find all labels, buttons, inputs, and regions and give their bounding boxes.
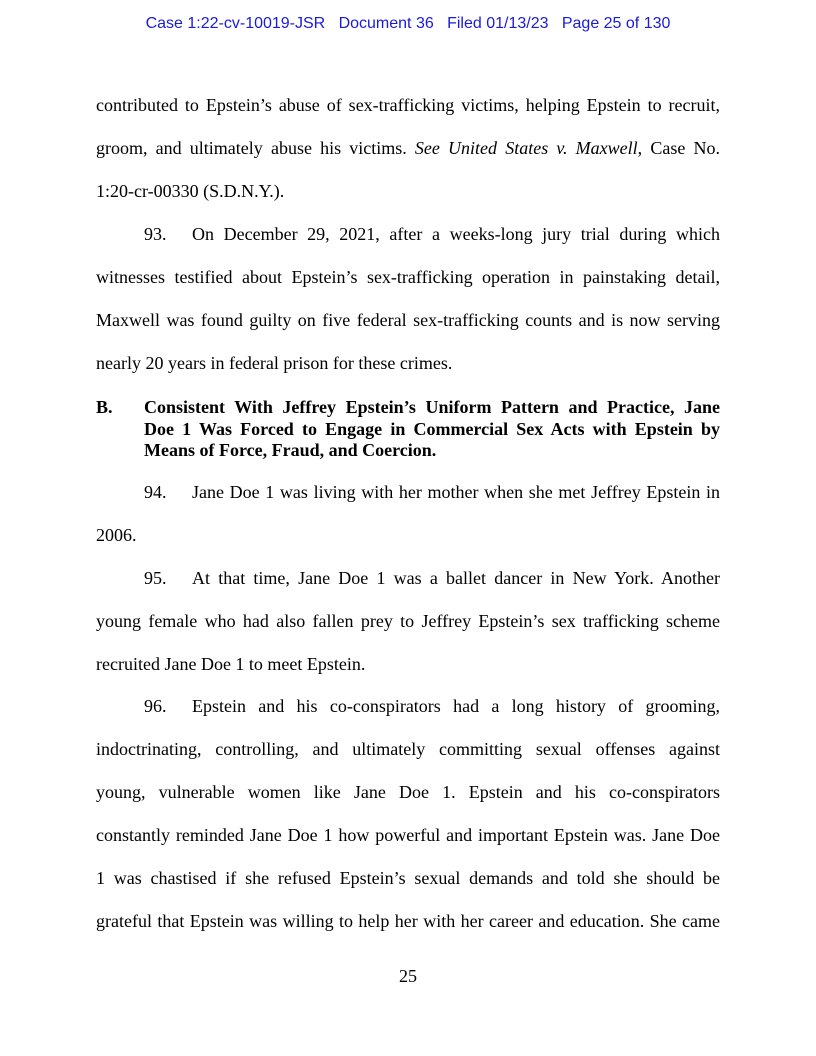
text-line: witnesses testified about Epstein’s sex-trafficking operation in painstaking detail, [96, 267, 720, 287]
text-line: 2006. [96, 525, 137, 545]
paragraph-intro [96, 84, 720, 213]
text-line: 96. Epstein and his co-conspirators had a long history of grooming, [96, 685, 720, 728]
text-line: indoctrinating, controlling, and ultimately committing sexual offenses against [96, 739, 720, 759]
paragraph-number: 96. [144, 696, 167, 716]
text-line: 1:20-cr-00330 (S.D.N.Y.). [96, 181, 285, 201]
filed-date: Filed 01/13/23 [447, 15, 549, 32]
text-line: nearly 20 years in federal prison for these crimes. [96, 353, 453, 373]
paragraph-number: 93. [144, 224, 167, 244]
heading-line: Doe 1 Was Forced to Engage in Commercial Sex Acts with Epstein by [144, 418, 720, 439]
section-heading-b [96, 397, 720, 462]
text-line: young, vulnerable women like Jane Doe 1. Epstein and his co-conspirators [96, 782, 720, 802]
page-count: Page 25 of 130 [561, 15, 671, 32]
paragraph-96 [96, 685, 720, 943]
paragraph-number: 94. [144, 482, 167, 502]
text-line: Maxwell was found guilty on five federal sex-trafficking counts and is now serving [96, 310, 720, 330]
paragraph-94 [96, 471, 720, 557]
paragraph-number: 95. [144, 568, 167, 588]
text-line: grateful that Epstein was willing to help her with her career and education. She came [96, 911, 720, 931]
heading-line: Means of Force, Fraud, and Coercion. [144, 440, 437, 460]
text-line: recruited Jane Doe 1 to meet Epstein. [96, 654, 366, 674]
case-header [0, 14, 816, 34]
text-line: 94. Jane Doe 1 was living with her mother when she met Jeffrey Epstein in [96, 471, 720, 514]
paragraph-93 [96, 213, 720, 385]
page-number: 25 [399, 966, 417, 986]
text-line: contributed to Epstein’s abuse of sex-trafficking victims, helping Epstein to recruit, [96, 95, 720, 115]
text-line: 93. On December 29, 2021, after a weeks-long jury trial during which [96, 213, 720, 256]
text-line: groom, and ultimately abuse his victims. See United States v. Maxwell, Case No. [96, 138, 720, 158]
case-number: Case 1:22-cv-10019-JSR [145, 15, 326, 32]
text-line: constantly reminded Jane Doe 1 how powerful and important Epstein was. Jane Doe [96, 825, 720, 845]
section-letter: B. [96, 397, 113, 417]
paragraph-95 [96, 557, 720, 686]
text-line: 1 was chastised if she refused Epstein’s sexual demands and told she should be [96, 868, 720, 888]
document-number: Document 36 [338, 15, 434, 32]
text-line: 95. At that time, Jane Doe 1 was a ballet dancer in New York. Another [96, 557, 720, 600]
case-citation: See United States v. Maxwell [414, 138, 638, 158]
text-line: young female who had also fallen prey to Jeffrey Epstein’s sex trafficking scheme [96, 611, 720, 631]
heading-line: Consistent With Jeffrey Epstein’s Uniform Pattern and Practice, Jane [144, 397, 720, 417]
